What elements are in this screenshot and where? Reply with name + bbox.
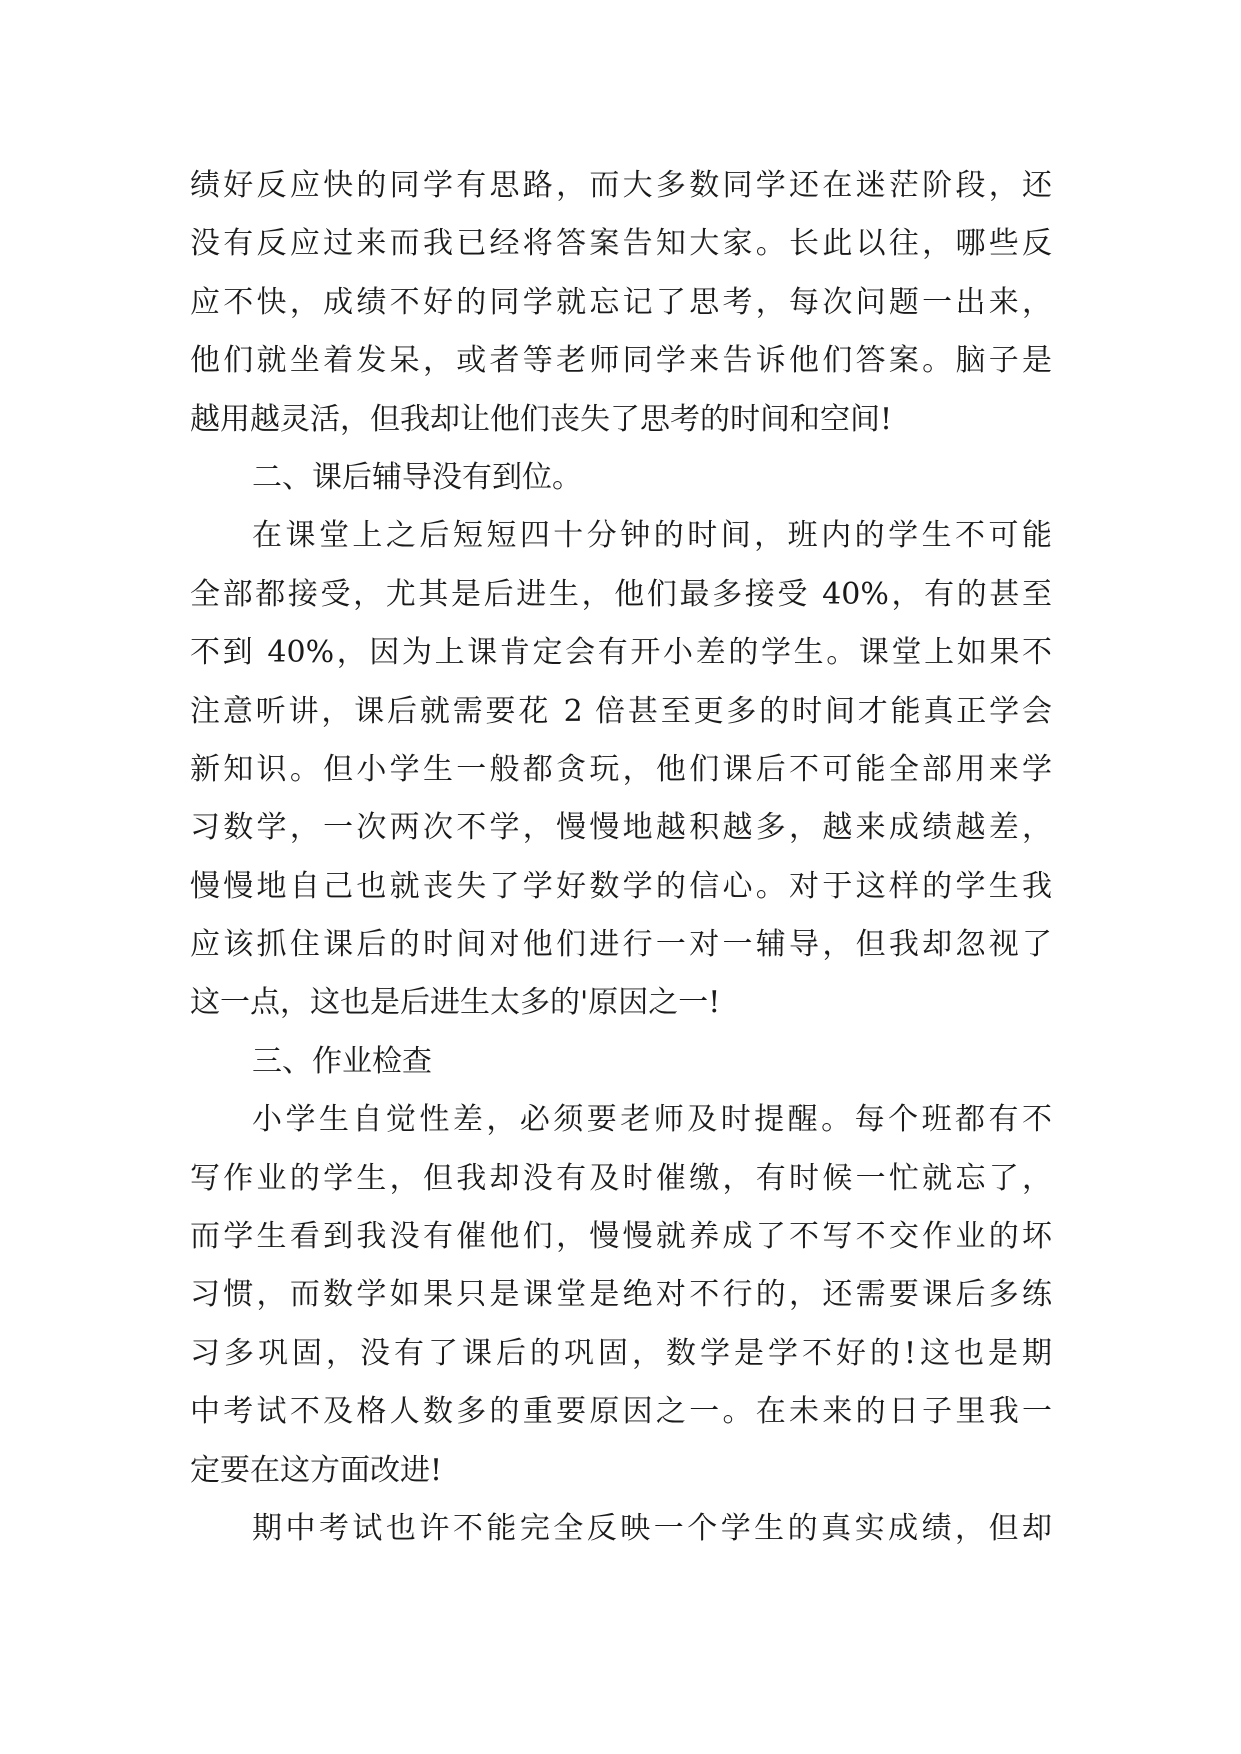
text-line: 这一点，这也是后进生太多的'原因之一! (190, 985, 721, 1021)
text-line: 应该抓住课后的时间对他们进行一对一辅导，但我却忽视了 (190, 927, 1052, 963)
text-line: 习数学，一次两次不学，慢慢地越积越多，越来成绩越差， (190, 810, 1052, 846)
text-line: 应不快，成绩不好的同学就忘记了思考，每次问题一出来， (190, 284, 1052, 320)
text-line: 绩好反应快的同学有思路，而大多数同学还在迷茫阶段，还 (190, 168, 1052, 203)
text-line: 中考试不及格人数多的重要原因之一。在未来的日子里我一 (190, 1394, 1052, 1430)
text-line: 注意听讲，课后就需要花 2 倍甚至更多的时间才能真正学会 (190, 693, 1052, 729)
text-line: 习多巩固，没有了课后的巩固，数学是学不好的!这也是期 (190, 1335, 1052, 1371)
text-line: 在课堂上之后短短四十分钟的时间，班内的学生不可能 (252, 518, 1052, 554)
text-line: 没有反应过来而我已经将答案告知大家。长此以往，哪些反 (190, 226, 1052, 262)
text-line: 三、作业检查 (252, 1043, 432, 1079)
text-line: 写作业的学生，但我却没有及时催缴，有时候一忙就忘了， (190, 1160, 1052, 1196)
text-line: 习惯，而数学如果只是课堂是绝对不行的，还需要课后多练 (190, 1277, 1052, 1313)
text-line: 定要在这方面改进! (190, 1452, 443, 1488)
text-line: 越用越灵活，但我却让他们丧失了思考的时间和空间! (190, 401, 893, 437)
text-line: 全部都接受，尤其是后进生，他们最多接受 40%，有的甚至 (190, 576, 1052, 612)
text-line: 他们就坐着发呆，或者等老师同学来告诉他们答案。脑子是 (190, 343, 1052, 379)
document-body (190, 157, 1052, 1558)
text-line: 小学生自觉性差，必须要老师及时提醒。每个班都有不 (252, 1102, 1052, 1138)
text-line: 慢慢地自己也就丧失了学好数学的信心。对于这样的学生我 (190, 868, 1052, 904)
text-line: 而学生看到我没有催他们，慢慢就养成了不写不交作业的坏 (190, 1219, 1052, 1255)
text-line: 不到 40%，因为上课肯定会有开小差的学生。课堂上如果不 (190, 635, 1052, 671)
text-line: 新知识。但小学生一般都贪玩，他们课后不可能全部用来学 (190, 751, 1052, 787)
text-line: 期中考试也许不能完全反映一个学生的真实成绩，但却 (252, 1510, 1052, 1546)
text-line: 二、课后辅导没有到位。 (252, 459, 582, 495)
